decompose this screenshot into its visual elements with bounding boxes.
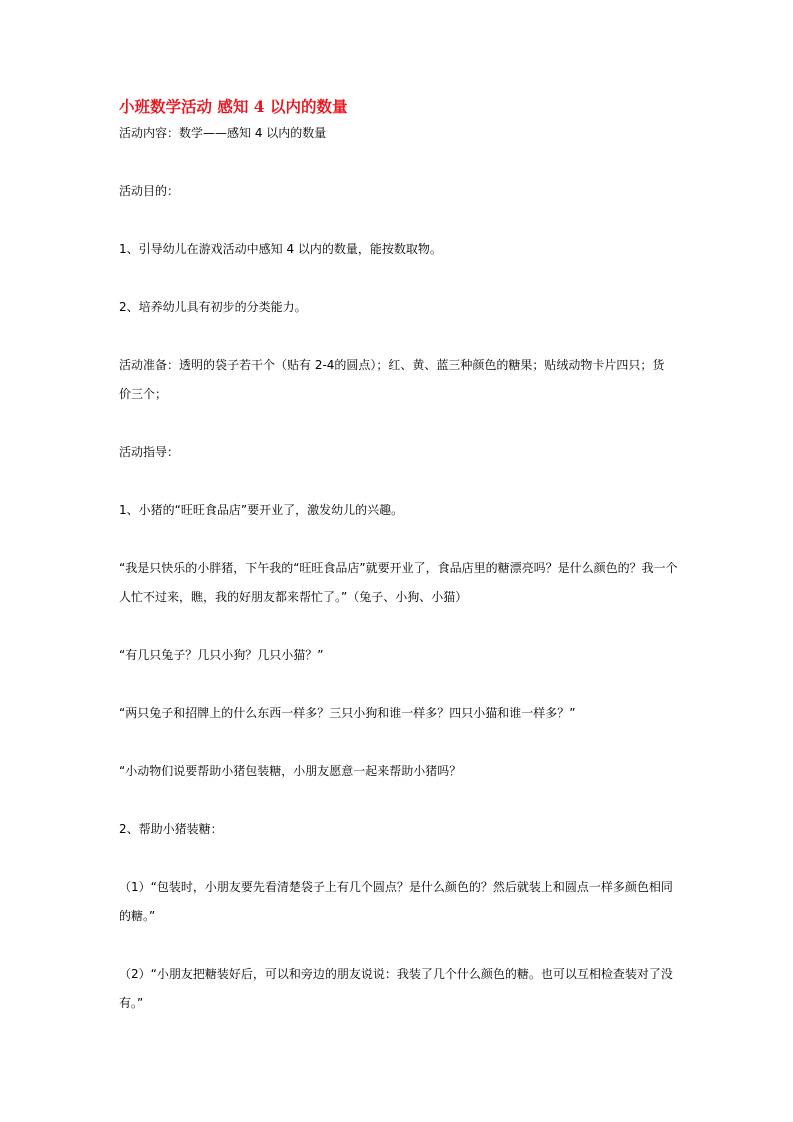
prep-line-1: 活动准备：透明的袋子若干个（贴有 2-4的圆点）；红、黄、蓝三种颜色的糖果；贴绒动物卡片四只；货 [119, 358, 665, 372]
document-title: 小班数学活动 感知 4 以内的数量 [119, 97, 348, 116]
step-2: 2、帮助小猪装糖： [119, 822, 223, 836]
sub-1-line-2: 的糖。” [119, 909, 156, 923]
quote-4: “小动物们说要帮助小猪包装糖，小朋友愿意一起来帮助小猪吗？ [119, 764, 462, 778]
content-line: 活动内容：数学——感知 4 以内的数量 [119, 126, 327, 140]
goals-heading: 活动目的： [119, 184, 180, 198]
sub-2-line-2: 有。” [119, 996, 144, 1010]
goal-2: 2、培养幼儿具有初步的分类能力。 [119, 300, 307, 314]
quote-1-line-1: “我是只快乐的小胖猪，下午我的“旺旺食品店”就要开业了，食品店里的糖漂亮吗？是什么颜色的？我一个 [119, 561, 678, 575]
quote-2: “有几只兔子？几只小狗？几只小猫？” [119, 648, 324, 662]
goal-1: 1、引导幼儿在游戏活动中感知 4 以内的数量，能按数取物。 [119, 242, 442, 256]
sub-1-line-1: （1）“包装时，小朋友要先看清楚袋子上有几个圆点？是什么颜色的？然后就装上和圆点一样多颜色相同 [119, 880, 673, 894]
prep-line-2: 价三个； [119, 387, 168, 401]
guide-heading: 活动指导： [119, 445, 180, 459]
sub-2-line-1: （2）“小朋友把糖装好后，可以和旁边的朋友说说：我装了几个什么颜色的糖。也可以互相检查装对了没 [119, 967, 673, 981]
quote-3: “两只兔子和招牌上的什么东西一样多？三只小狗和谁一样多？四只小猫和谁一样多？” [119, 706, 576, 720]
step-1: 1、小猪的“旺旺食品店”要开业了，激发幼儿的兴趣。 [119, 503, 404, 517]
quote-1-line-2: 人忙不过来，瞧，我的好朋友都来帮忙了。”（兔子、小狗、小猫） [119, 590, 468, 604]
